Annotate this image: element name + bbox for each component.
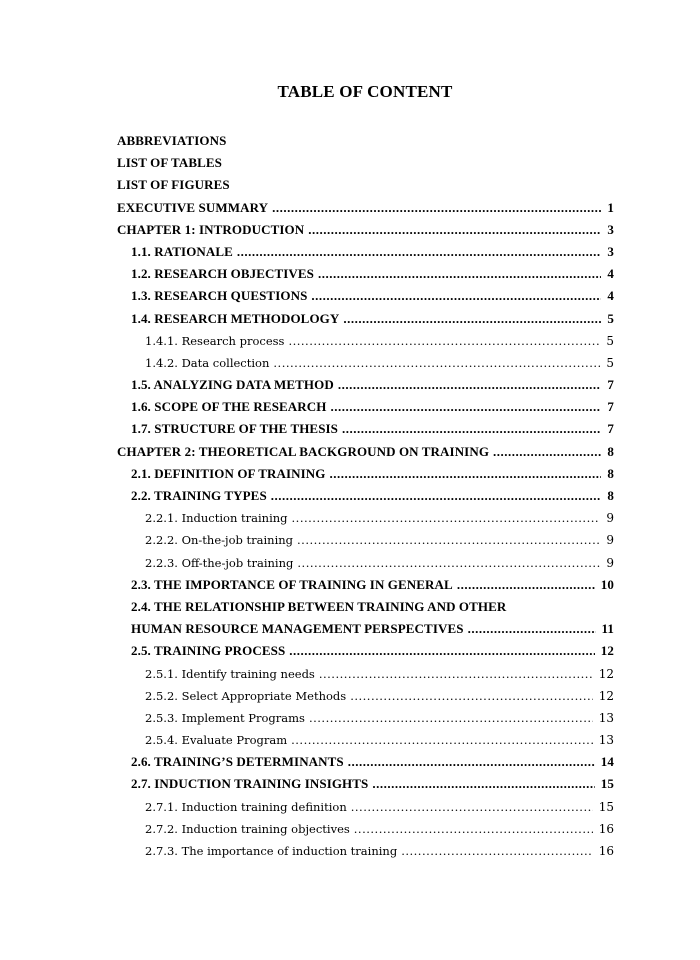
toc-entry-label: 1.3. RESEARCH QUESTIONS [131,288,308,304]
dot-leader [309,707,593,729]
toc-entry-page: 14 [600,754,614,770]
toc-entry[interactable] [0,507,700,529]
toc-entry[interactable] [0,308,700,330]
dot-leader [338,374,602,396]
toc-list [0,130,700,862]
toc-entry[interactable] [0,485,700,507]
dot-leader [311,285,601,307]
toc-entry-label: 1.4.2. Data collection [145,355,270,370]
dot-leader [372,773,594,795]
toc-entry[interactable] [0,529,700,551]
toc-entry-page: 7 [607,421,614,437]
toc-entry-page: 11 [601,621,614,637]
toc-entry[interactable] [0,219,700,241]
toc-entry-label: 2.5.4. Evaluate Program [145,733,288,748]
toc-entry[interactable] [0,552,700,574]
toc-entry-page: 12 [600,643,614,659]
dot-leader [493,441,601,463]
dot-leader [297,552,600,574]
toc-entry-label: 2.2. TRAINING TYPES [131,488,267,503]
dot-leader [319,663,593,685]
toc-entry-page: 3 [607,243,614,259]
toc-entry[interactable] [0,241,700,263]
dot-leader [272,197,601,219]
toc-entry-label: 1.4. RESEARCH METHODOLOGY [131,310,340,326]
toc-entry[interactable] [0,418,700,440]
toc-entry-label: 2.5.3. Implement Programs [145,710,305,725]
toc-entry-label: 2.5. TRAINING PROCESS [131,643,286,659]
toc-entry[interactable] [0,796,700,818]
toc-entry[interactable] [0,685,700,707]
toc-entry-page: 12 [598,688,614,703]
dot-leader [289,640,595,662]
toc-entry[interactable] [0,751,700,773]
dot-leader [271,485,602,507]
toc-entry-page: 7 [607,399,614,415]
dot-leader [329,463,601,485]
toc-entry-label: 1.5. ANALYZING DATA METHOD [131,377,334,393]
dot-leader [468,618,596,640]
dot-leader [318,263,601,285]
dot-leader [291,729,593,751]
toc-entry-page: 8 [607,488,614,503]
toc-entry-page: 1 [607,199,614,215]
toc-entry-page: 16 [598,821,614,836]
toc-entry-label: 2.7.3. The importance of induction training [145,844,398,858]
toc-entry[interactable] [0,174,700,196]
toc-entry[interactable] [0,463,700,485]
toc-entry-page: 9 [606,511,614,526]
toc-entry[interactable] [0,263,700,285]
dot-leader [343,308,601,330]
toc-entry[interactable] [0,773,700,795]
toc-entry-page: 15 [600,776,614,792]
toc-entry-label: 1.4.1. Research process [145,333,285,348]
toc-entry-label: ABBREVIATIONS [117,133,227,148]
toc-entry[interactable] [0,574,700,596]
toc-entry-label: 2.7.2. Induction training objectives [145,821,350,836]
toc-entry-label: 2.4. THE RELATIONSHIP BETWEEN TRAINING AND OTHER [131,598,507,614]
toc-entry[interactable] [0,352,700,374]
dot-leader [288,330,600,352]
toc-entry-label: 2.7.1. Induction training definition [145,799,347,814]
toc-entry-label: EXECUTIVE SUMMARY [117,199,269,215]
toc-entry-page: 4 [607,266,614,282]
toc-entry-page: 12 [598,666,614,681]
toc-entry-page: 13 [598,710,614,725]
toc-entry[interactable] [0,152,700,174]
toc-entry-page: 7 [607,377,614,393]
toc-entry[interactable] [0,640,700,662]
toc-entry-page: 9 [606,533,614,548]
toc-entry[interactable] [0,396,700,418]
toc-entry-page: 4 [607,288,614,304]
toc-entry-label: 2.2.1. Induction training [145,511,288,526]
toc-entry-page: 8 [607,443,614,459]
toc-entry[interactable] [0,729,700,751]
toc-entry-label: 2.5.2. Select Appropriate Methods [145,688,347,703]
toc-entry-page: 5 [606,355,614,370]
dot-leader [273,352,600,374]
toc-entry-label: 1.6. SCOPE OF THE RESEARCH [131,399,327,415]
toc-entry-label: LIST OF FIGURES [117,177,230,193]
dot-leader [348,751,595,773]
toc-entry-page: 13 [598,733,614,748]
toc-entry[interactable] [0,330,700,352]
toc-entry-label: 2.2.3. Off-the-job training [145,555,294,570]
toc-entry[interactable] [0,130,700,152]
toc-entry-page: 10 [600,576,614,592]
dot-leader [351,796,593,818]
dot-leader [308,219,601,241]
toc-entry-label: 1.7. STRUCTURE OF THE THESIS [131,421,339,437]
dot-leader [342,418,601,440]
toc-entry[interactable] [0,818,700,840]
toc-entry-label: HUMAN RESOURCE MANAGEMENT PERSPECTIVES [131,621,464,637]
toc-entry-label: 2.1. DEFINITION OF TRAINING [131,465,326,481]
toc-title: TABLE OF CONTENT [277,82,453,101]
toc-entry-page: 8 [607,465,614,481]
toc-entry-label: CHAPTER 1: INTRODUCTION [117,221,305,237]
dot-leader [350,685,593,707]
toc-entry-label: CHAPTER 2: THEORETICAL BACKGROUND ON TRAINING [117,443,490,459]
toc-entry[interactable] [0,707,700,729]
toc-entry-label: 2.2.2. On-the-job training [145,533,294,548]
toc-entry[interactable] [0,441,700,463]
dot-leader [457,574,595,596]
dot-leader [401,840,593,862]
toc-entry-page: 5 [606,333,614,348]
dot-leader [330,396,601,418]
toc-entry-label: 1.2. RESEARCH OBJECTIVES [131,266,314,282]
toc-entry[interactable] [0,197,700,219]
toc-entry-page: 15 [598,799,614,814]
toc-entry[interactable] [0,840,700,862]
toc-entry-label: 2.6. TRAINING’S DETERMINANTS [131,754,344,770]
toc-entry-page: 3 [607,221,614,237]
dot-leader [354,818,593,840]
toc-entry[interactable] [0,285,700,307]
dot-leader [292,507,601,529]
toc-entry-label: 2.3. THE IMPORTANCE OF TRAINING IN GENERAL [131,576,453,592]
toc-entry-page: 9 [606,555,614,570]
toc-entry-label: 1.1. RATIONALE [131,243,233,259]
toc-entry-page: 5 [607,310,614,326]
toc-entry[interactable] [0,596,700,618]
toc-entry-label: 2.7. INDUCTION TRAINING INSIGHTS [131,776,369,792]
toc-entry-label: LIST OF TABLES [117,155,222,171]
dot-leader [297,529,600,551]
toc-entry[interactable] [0,618,700,640]
toc-entry[interactable] [0,374,700,396]
toc-entry-label: 2.5.1. Identify training needs [145,666,315,681]
toc-entry[interactable] [0,663,700,685]
toc-entry-page: 16 [598,844,614,858]
dot-leader [237,241,601,263]
